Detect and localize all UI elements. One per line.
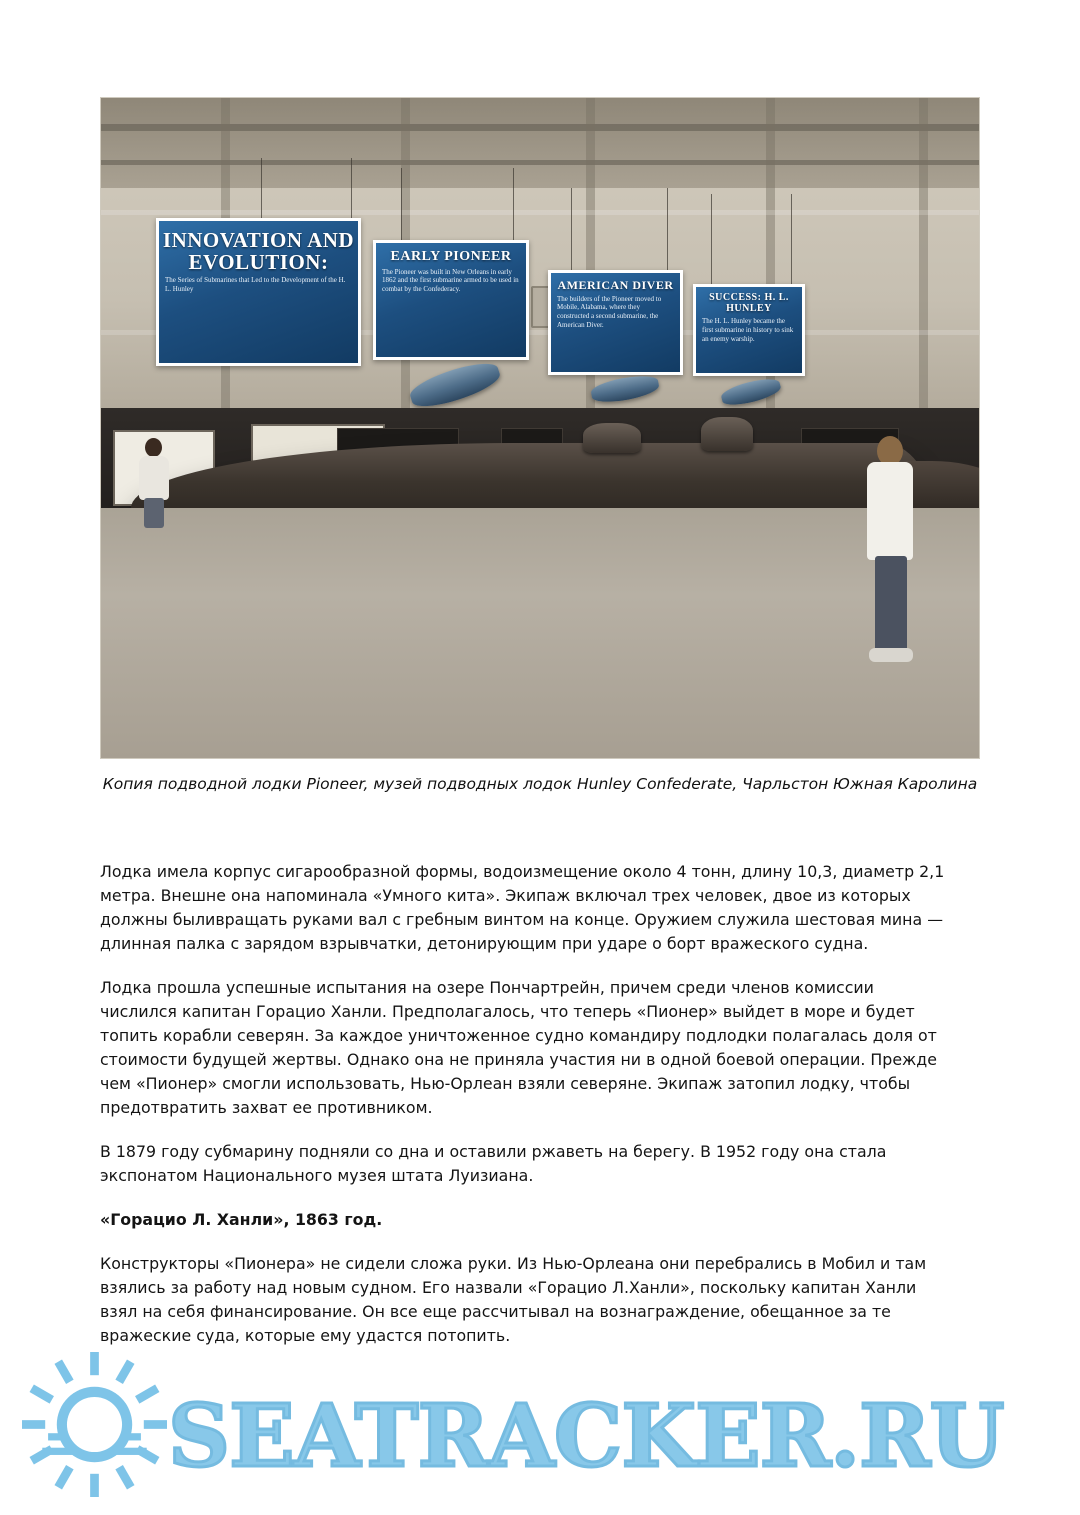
banner-wire: [791, 194, 792, 286]
watermark-text: SEATRACKER.RU: [168, 1386, 1004, 1487]
figure-caption: Копия подводной лодки Pioneer, музей подводных лодок Hunley Confederate, Чарльстон Южная Каролина: [102, 775, 978, 793]
submarine-hatch: [701, 417, 753, 451]
exhibit-banner: [548, 270, 683, 375]
banner-wire: [351, 158, 352, 220]
paragraph-2: Лодка прошла успешные испытания на озере Пончартрейн, причем среди членов комиссии числился капитан Горацио Ханли. Предполагалось, что теперь «Пионер» выйдет в море и будет топить корабли северян. За каждое уничтоженное судно командиру подлодки полагалась доля от стоимости будущей жертвы. Однако она не приняла участия ни в одной боевой операции. Прежде чем «Пионер» смогли использовать, Нью-Орлеан взяли северяне. Экипаж затопил лодку, чтобы предотвратить захват ее противником.: [100, 978, 937, 1118]
banner-title: AMERICAN DIVER: [557, 278, 674, 292]
museum-floor: [101, 508, 979, 758]
banner-wire: [711, 194, 712, 286]
banner-subtitle: The builders of the Pioneer moved to Mobile, Alabama, where they constructed a second submarine, the American Diver.: [557, 294, 662, 329]
article-body: [100, 860, 952, 1348]
paragraph-1: Лодка имела корпус сигарообразной формы, водоизмещение около 4 тонн, длину 10,3, диаметр 2,1 метра. Внешне она напоминала «Умного кита». Экипаж включал трех человек, двое из которых должны быливращать руками вал с гребным винтом на конце. Оружием служила шестовая мина — длинная палка с зарядом взрывчатки, детонирующим при ударе о борт вражеского судна.: [100, 862, 945, 954]
banner-title: INNOVATION AND EVOLUTION:: [162, 228, 355, 275]
submarine-hatch: [583, 423, 641, 453]
exhibit-banner: [373, 240, 529, 360]
exhibit-banner: [156, 218, 361, 366]
submarine-museum-photo: [100, 97, 980, 759]
wall-beam: [919, 98, 928, 428]
visitor-shoes: [869, 648, 913, 662]
banner-title: EARLY PIONEER: [390, 249, 512, 264]
banner-wire: [571, 188, 572, 272]
exhibit-banner: [693, 284, 805, 376]
paragraph-4: Конструкторы «Пионера» не сидели сложа руки. Из Нью-Орлеана они перебрались в Мобил и там взялись за работу над новым судном. Его назвали «Горацио Л.Ханли», поскольку капитан Ханли взял на себя финансирование. Он все еще рассчитывал на вознаграждение, обещанное за те вражеские суда, которые ему удастся потопить.: [100, 1254, 927, 1346]
figure: [100, 0, 980, 796]
wall-beam: [586, 98, 595, 428]
banner-wire: [667, 188, 668, 272]
banner-subtitle: The Series of Submarines that Led to the Development of the H. L. Hunley: [165, 276, 346, 293]
visitor-legs: [144, 498, 164, 528]
ceiling-rafter: [101, 124, 979, 131]
sun-burst-icon: [22, 1352, 167, 1497]
museum-ceiling: [101, 98, 979, 188]
visitor-left: [135, 438, 175, 528]
banner-wire: [261, 158, 262, 220]
banner-wire: [513, 168, 514, 242]
banner-wire: [401, 168, 402, 242]
watermark: [0, 1340, 1080, 1515]
visitor-right: [861, 436, 919, 668]
section-subheading: «Горацио Л. Ханли», 1863 год.: [100, 1210, 383, 1230]
banner-title: SUCCESS: H. L. HUNLEY: [709, 292, 789, 314]
banner-subtitle: The H. L. Hunley became the first submarine in history to sink an enemy warship.: [702, 317, 794, 343]
banner-subtitle: The Pioneer was built in New Orleans in early 1862 and the first submarine armed to be used in combat by the Confederacy.: [382, 267, 519, 294]
wall-band: [101, 210, 979, 215]
visitor-head: [145, 438, 162, 457]
visitor-body: [139, 456, 169, 500]
paragraph-3: В 1879 году субмарину подняли со дна и оставили ржаветь на берегу. В 1952 году она стала экспонатом Национального музея штата Луизиана.: [100, 1142, 887, 1186]
ceiling-rafter: [101, 160, 979, 165]
visitor-body: [867, 462, 913, 560]
visitor-legs: [875, 556, 907, 652]
